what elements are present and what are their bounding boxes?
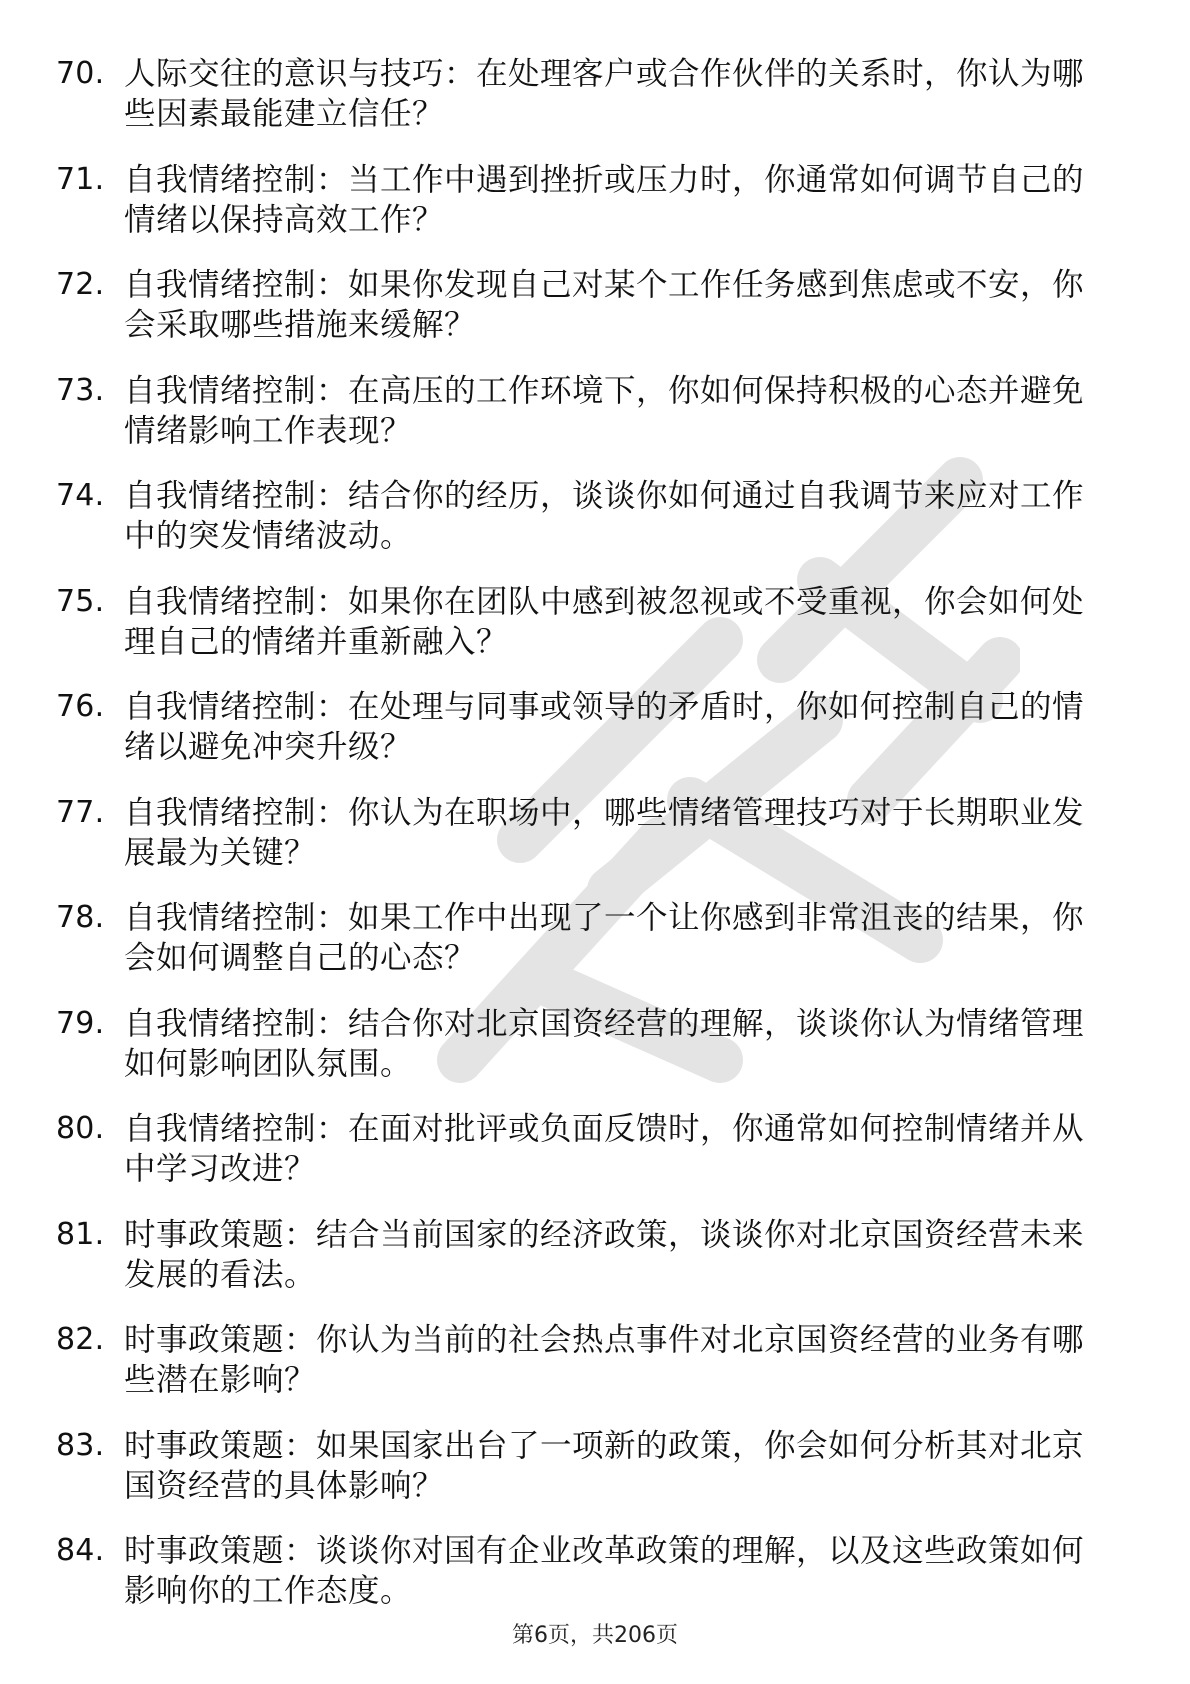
question-number: 80. bbox=[56, 1111, 105, 1146]
question-text: 时事政策题：如果国家出台了一项新的政策，你会如何分析其对北京国资经营的具体影响？ bbox=[124, 1427, 1085, 1504]
question-number: 72. bbox=[56, 267, 105, 302]
question-text: 自我情绪控制：如果你发现自己对某个工作任务感到焦虑或不安，你会采取哪些措施来缓解？ bbox=[124, 267, 1085, 343]
question-number: 76. bbox=[56, 689, 105, 724]
question-number: 75. bbox=[56, 583, 105, 619]
question-list bbox=[56, 54, 1116, 1637]
question-item bbox=[56, 1109, 1116, 1189]
question-number: 84. bbox=[56, 1533, 105, 1568]
question-number: 82. bbox=[56, 1322, 105, 1357]
question-number: 79. bbox=[56, 1005, 105, 1041]
question-text: 自我情绪控制：在高压的工作环境下，你如何保持积极的心态并避免情绪影响工作表现？ bbox=[124, 372, 1085, 449]
question-item bbox=[56, 54, 1116, 134]
question-item bbox=[56, 1531, 1116, 1611]
page-footer: 第6页，共206页 bbox=[512, 1623, 678, 1648]
question-number: 77. bbox=[56, 794, 105, 830]
question-text: 时事政策题：谈谈你对国有企业改革政策的理解，以及这些政策如何影响你的工作态度。 bbox=[124, 1533, 1085, 1609]
question-number: 70. bbox=[56, 56, 105, 91]
question-item bbox=[56, 582, 1116, 662]
question-text: 自我情绪控制：结合你对北京国资经营的理解，谈谈你认为情绪管理如何影响团队氛围。 bbox=[124, 1005, 1085, 1082]
question-number: 74. bbox=[56, 478, 105, 513]
question-item bbox=[56, 371, 1116, 451]
question-text: 时事政策题：你认为当前的社会热点事件对北京国资经营的业务有哪些潜在影响？ bbox=[124, 1322, 1085, 1398]
question-item bbox=[56, 160, 1116, 240]
question-item bbox=[56, 898, 1116, 978]
question-number: 81. bbox=[56, 1216, 105, 1252]
question-text: 自我情绪控制：如果工作中出现了一个让你感到非常沮丧的结果，你会如何调整自己的心态？ bbox=[124, 900, 1085, 976]
question-item bbox=[56, 265, 1116, 345]
question-number: 78. bbox=[56, 900, 105, 935]
question-number: 71. bbox=[56, 161, 105, 197]
question-number: 73. bbox=[56, 372, 105, 408]
question-text: 自我情绪控制：在面对批评或负面反馈时，你通常如何控制情绪并从中学习改进？ bbox=[124, 1111, 1085, 1187]
question-item bbox=[56, 476, 1116, 556]
question-item bbox=[56, 1004, 1116, 1084]
question-text: 自我情绪控制：你认为在职场中，哪些情绪管理技巧对于长期职业发展最为关键？ bbox=[124, 794, 1085, 871]
question-item bbox=[56, 1320, 1116, 1400]
question-item bbox=[56, 687, 1116, 767]
question-text: 自我情绪控制：当工作中遇到挫折或压力时，你通常如何调节自己的情绪以保持高效工作？ bbox=[124, 161, 1085, 238]
question-item bbox=[56, 1215, 1116, 1295]
question-text: 自我情绪控制：如果你在团队中感到被忽视或不受重视，你会如何处理自己的情绪并重新融入？ bbox=[124, 583, 1085, 660]
question-text: 时事政策题：结合当前国家的经济政策，谈谈你对北京国资经营未来发展的看法。 bbox=[124, 1216, 1085, 1293]
question-item bbox=[56, 1426, 1116, 1506]
question-number: 83. bbox=[56, 1427, 105, 1463]
question-text: 自我情绪控制：在处理与同事或领导的矛盾时，你如何控制自己的情绪以避免冲突升级？ bbox=[124, 689, 1085, 765]
question-text: 人际交往的意识与技巧：在处理客户或合作伙伴的关系时，你认为哪些因素最能建立信任？ bbox=[124, 56, 1085, 132]
question-text: 自我情绪控制：结合你的经历，谈谈你如何通过自我调节来应对工作中的突发情绪波动。 bbox=[124, 478, 1085, 554]
question-item bbox=[56, 793, 1116, 873]
